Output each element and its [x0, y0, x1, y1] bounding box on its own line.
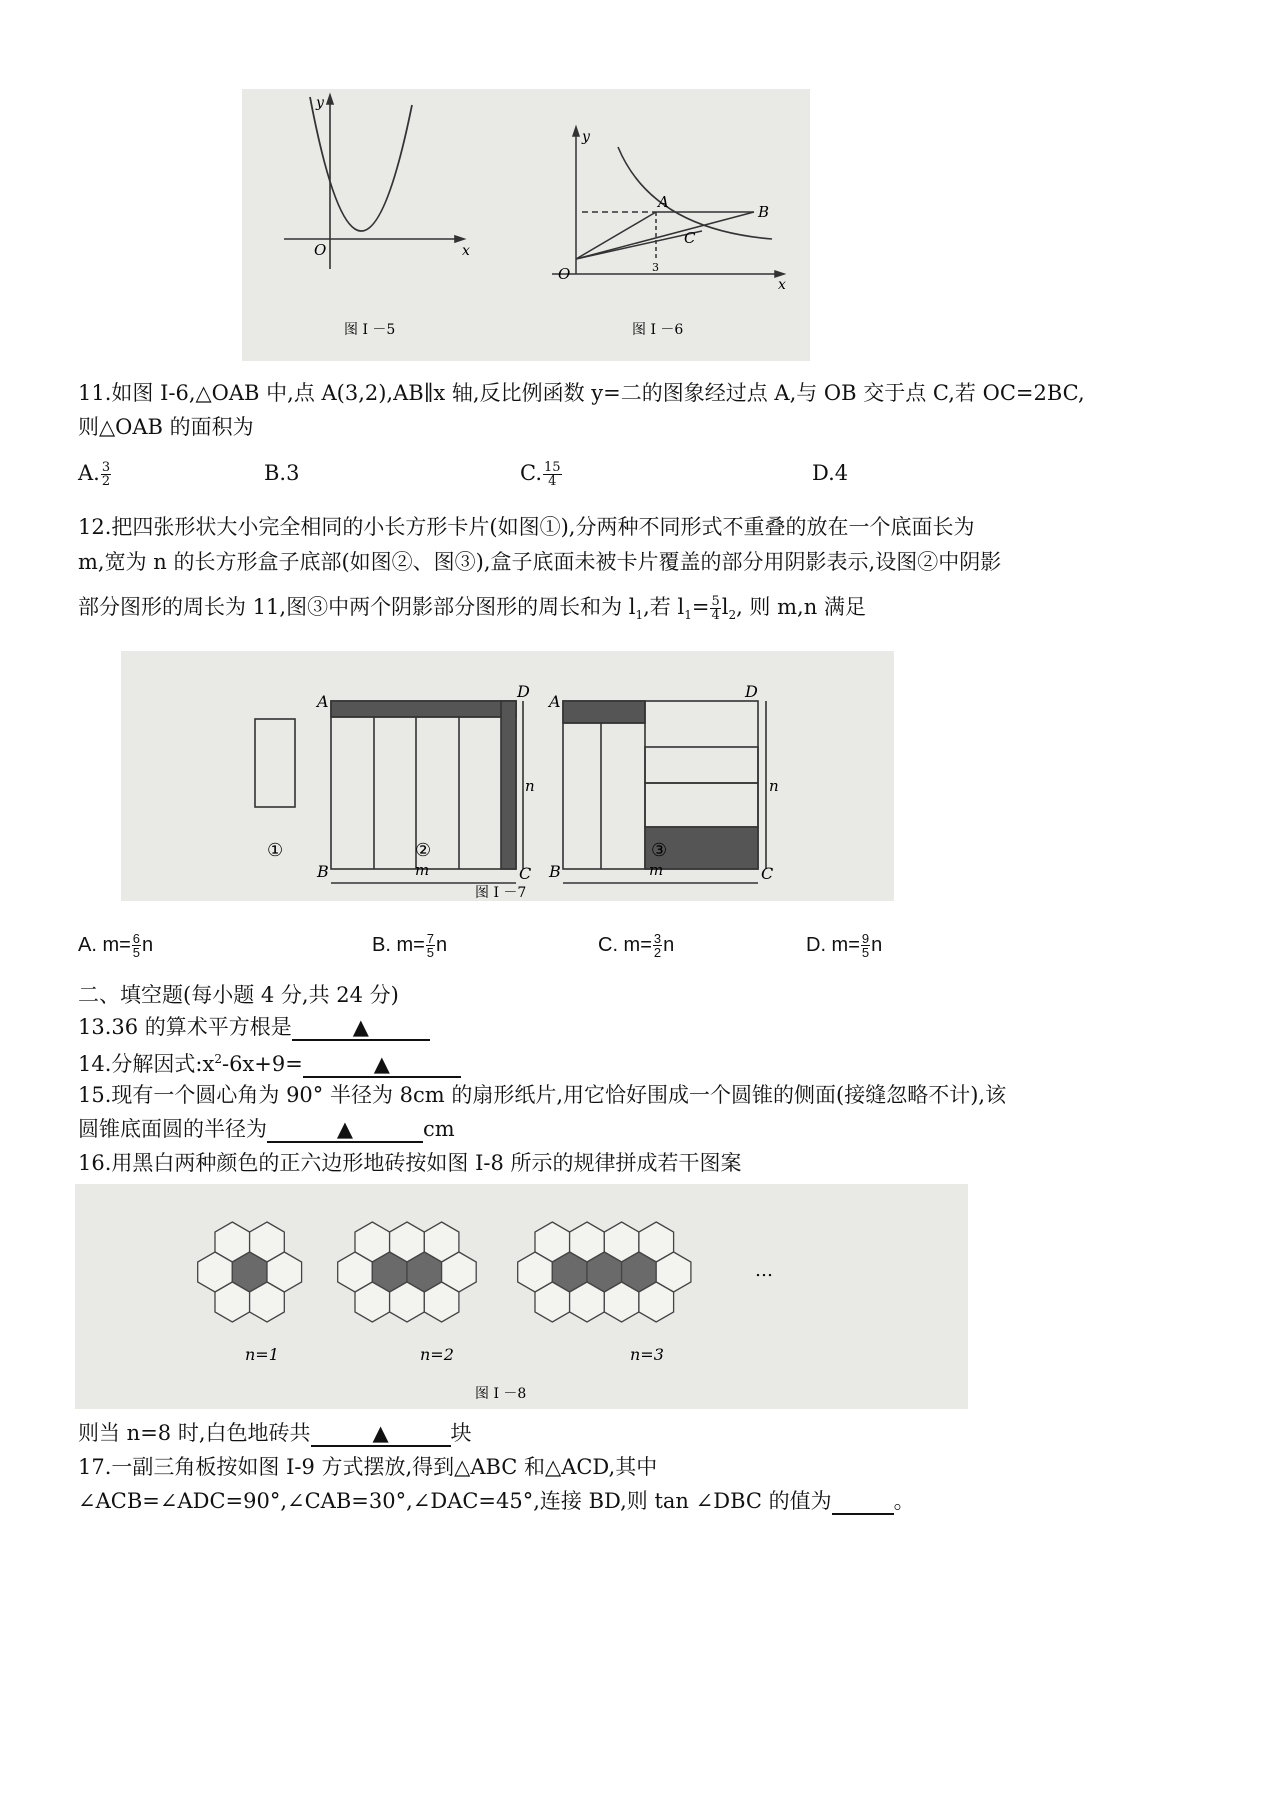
i7-sub-1: ① — [267, 840, 284, 861]
q11-line-1: 11.如图 I-6,△OAB 中,点 A(3,2),AB∥x 轴,反比例函数 y=二的图象经过点 A,与 OB 交于点 C,若 OC=2BC, — [78, 381, 1085, 405]
svg-text:A: A — [317, 692, 329, 711]
figure-i5-i6 — [242, 89, 810, 361]
q15-line-1: 15.现有一个圆心角为 90° 半径为 8cm 的扇形纸片,用它恰好围成一个圆锥的侧面(接缝忽略不计),该 — [78, 1083, 1007, 1107]
q12-line-3: 部分图形的周长为 11,图③中两个阴影部分图形的周长和为 $l_1$,若 $l_1=$ $\frac{5}{4}$ $l_2$, 则 m,n 满足 — [78, 594, 866, 623]
q16-blank[interactable]: ▲ — [311, 1421, 451, 1447]
hex-ellipsis: … — [755, 1260, 773, 1281]
q11-line-2: 则△OAB 的面积为 — [78, 415, 254, 439]
q14-blank[interactable]: ▲ — [303, 1052, 461, 1078]
q14-line: 14.分解因式$:x^2-6x+9=$ ▲ — [78, 1044, 461, 1079]
q12-line-1: 12.把四张形状大小完全相同的小长方形卡片(如图①),分两种不同形式不重叠的放在一个底面长为 — [78, 515, 975, 539]
i6-x-label: x — [778, 277, 786, 293]
section-2-title: 二、填空题(每小题 4 分,共 24 分) — [78, 983, 399, 1007]
i5-o-label: O — [314, 241, 327, 259]
i5-y-label: y — [316, 95, 324, 111]
i6-y-label: y — [582, 129, 590, 145]
i6-caption: 图 I －6 — [632, 322, 684, 338]
hex-n-label: n=3 — [630, 1345, 664, 1364]
i6-c-label: C — [684, 229, 696, 247]
card-1 — [255, 719, 295, 807]
q16-line-1: 16.用黑白两种颜色的正六边形地砖按如图 I-8 所示的规律拼成若干图案 — [78, 1151, 742, 1175]
hex-n-label: n=1 — [245, 1345, 279, 1364]
q12-option-a: A. m= $\frac{6}{5}$ n — [78, 931, 154, 961]
q15-line-2: 圆锥底面圆的半径为 ▲ cm — [78, 1117, 455, 1141]
q13-line: 13.36 的算术平方根是 ▲ — [78, 1012, 430, 1042]
i7-caption: 图 I －7 — [475, 885, 527, 901]
hex-n-label: n=2 — [420, 1345, 454, 1364]
svg-text:D: D — [517, 682, 530, 701]
q17-line-1: 17.一副三角板按如图 I-9 方式摆放,得到△ABC 和△ACD,其中 — [78, 1455, 658, 1479]
i5-x-label: x — [462, 243, 470, 259]
q11-option-c: C. $\frac{15}{4}$ — [520, 460, 561, 489]
svg-text:A: A — [549, 692, 561, 711]
i6-b-label: B — [758, 203, 770, 221]
q12-option-b: B. m= $\frac{7}{5}$ n — [372, 931, 448, 961]
q11-option-d: D.4 — [812, 461, 849, 485]
q16-line-2: 则当 n=8 时,白色地砖共 ▲ 块 — [78, 1421, 472, 1445]
i6-a-label: A — [658, 193, 669, 211]
figure-i7 — [121, 651, 894, 901]
i5-caption: 图 I －5 — [344, 322, 396, 338]
svg-text:D: D — [745, 682, 758, 701]
i8-caption: 图 I －8 — [475, 1386, 527, 1402]
svg-text:C: C — [761, 864, 774, 883]
q17-line-2: ∠ACB=∠ADC=90°,∠CAB=30°,∠DAC=45°,连接 BD,则 tan ∠DBC 的值为 。 — [78, 1489, 915, 1513]
i6-o-label: O — [558, 265, 571, 283]
q12-option-c: C. m= $\frac{3}{2}$ n — [598, 931, 675, 961]
i6-tick-label: 3 — [652, 261, 659, 274]
q12-line-2: m,宽为 n 的长方形盒子底部(如图②、图③),盒子底面未被卡片覆盖的部分用阴影表示,设图②中阴影 — [78, 550, 1002, 574]
svg-text:n: n — [769, 777, 779, 795]
q11-option-a: A. $\frac{3}{2}$ — [78, 460, 111, 489]
svg-text:m: m — [415, 861, 430, 879]
figure-i5 — [284, 95, 464, 269]
figure-i8 — [75, 1184, 968, 1409]
svg-text:n: n — [525, 777, 535, 795]
svg-text:C: C — [519, 864, 532, 883]
q11-option-b: B.3 — [264, 461, 300, 485]
svg-text:m: m — [649, 861, 664, 879]
svg-text:B: B — [317, 862, 329, 881]
q15-blank[interactable]: ▲ — [267, 1117, 423, 1143]
i7-sub-2: ② — [415, 840, 432, 861]
q13-blank[interactable]: ▲ — [292, 1015, 430, 1041]
q12-option-d: D. m= $\frac{9}{5}$ n — [806, 931, 883, 961]
svg-text:B: B — [549, 862, 561, 881]
i7-sub-3: ③ — [651, 840, 668, 861]
q17-blank[interactable] — [832, 1489, 894, 1515]
